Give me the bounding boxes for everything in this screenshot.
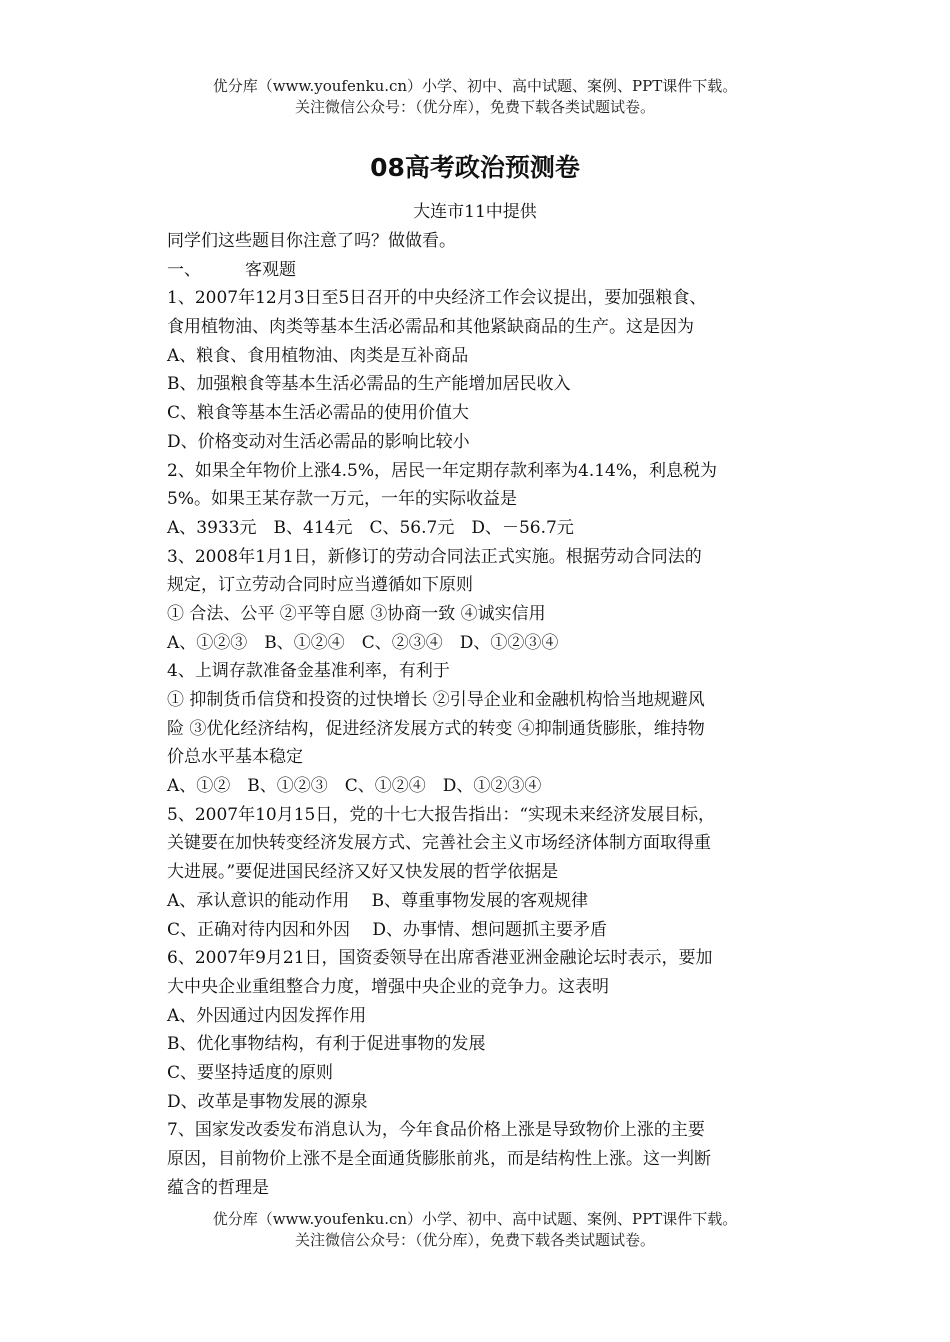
text-line: 6、2007年9月21日，国资委领导在出席香港亚洲金融论坛时表示，要加 — [167, 948, 713, 969]
text-line: 价总水平基本稳定 — [167, 747, 303, 768]
text-line: D、价格变动对生活必需品的影响比较小 — [167, 431, 470, 452]
section-heading — [167, 256, 792, 285]
header-banner-line: 优分库（www.youfenku.cn）小学、初中、高中试题、案例、PPT课件下载。 — [212, 77, 738, 95]
text-line: C、正确对待内因和外因 D、办事情、想问题抓主要矛盾 — [167, 919, 608, 940]
text-line: 4、上调存款准备金基准利率，有利于 — [167, 661, 450, 682]
document-body — [167, 227, 792, 1202]
footer-banner — [0, 1209, 950, 1251]
page-subtitle: 大连市11中提供 — [413, 202, 537, 222]
text-line: 规定，订立劳动合同时应当遵循如下原则 — [167, 575, 473, 596]
text-line: A、承认意识的能动作用 B、尊重事物发展的客观规律 — [167, 890, 589, 911]
text-line: 蕴含的哲理是 — [167, 1177, 269, 1198]
text-line: A、外因通过内因发挥作用 — [167, 1005, 367, 1026]
section-number: 一、 — [167, 259, 201, 280]
footer-banner-line: 优分库（www.youfenku.cn）小学、初中、高中试题、案例、PPT课件下载。 — [212, 1210, 738, 1228]
text-line: B、优化事物结构，有利于促进事物的发展 — [167, 1034, 486, 1055]
section-name: 客观题 — [245, 259, 296, 280]
text-line: 3、2008年1月1日，新修订的劳动合同法正式实施。根据劳动合同法的 — [167, 546, 702, 567]
header-banner — [0, 76, 950, 118]
text-line: C、粮食等基本生活必需品的使用价值大 — [167, 403, 470, 424]
text-line: C、要坚持适度的原则 — [167, 1062, 334, 1083]
question-list — [167, 284, 792, 1202]
text-line: 7、国家发改委发布消息认为，今年食品价格上涨是导致物价上涨的主要 — [167, 1120, 705, 1141]
text-line: A、粮食、食用植物油、肉类是互补商品 — [167, 345, 469, 366]
text-line: 原因，目前物价上涨不是全面通货膨胀前兆，而是结构性上涨。这一判断 — [167, 1149, 711, 1169]
text-line: 2、如果全年物价上涨4.5%，居民一年定期存款利率为4.14%，利息税为 — [167, 460, 718, 481]
header-banner-line: 关注微信公众号：（优分库），免费下载各类试题试卷。 — [294, 98, 655, 116]
text-line: 食用植物油、肉类等基本生活必需品和其他紧缺商品的生产。这是因为 — [167, 317, 694, 338]
text-line: B、加强粮食等基本生活必需品的生产能增加居民收入 — [167, 374, 571, 395]
text-line: 大中央企业重组整合力度，增强中央企业的竞争力。这表明 — [167, 976, 609, 997]
text-line: ① 抑制货币信贷和投资的过快增长 ②引导企业和金融机构恰当地规避风 — [167, 690, 705, 710]
text-line: 5、2007年10月15日，党的十七大报告指出：“实现未来经济发展目标， — [167, 804, 716, 825]
text-line: 关键要在加快转变经济发展方式、完善社会主义市场经济体制方面取得重 — [167, 833, 711, 854]
text-line: A、①②③ B、①②④ C、②③④ D、①②③④ — [167, 632, 559, 653]
intro-text: 同学们这些题目你注意了吗？做做看。 — [167, 231, 456, 251]
page-title: 08高考政治预测卷 — [370, 153, 580, 182]
text-line: 5%。如果王某存款一万元，一年的实际收益是 — [167, 489, 517, 510]
text-line: A、①② B、①②③ C、①②④ D、①②③④ — [167, 776, 542, 797]
text-line: 大进展。”要促进国民经济又好又快发展的哲学依据是 — [167, 862, 559, 883]
text-line: A、3933元 B、414元 C、56.7元 D、－56.7元 — [167, 517, 574, 538]
text-line: D、改革是事物发展的源泉 — [167, 1091, 368, 1112]
text-line: ① 合法、公平 ②平等自愿 ③协商一致 ④诚实信用 — [167, 603, 546, 624]
text-line: 险 ③优化经济结构，促进经济发展方式的转变 ④抑制通货膨胀，维持物 — [167, 718, 705, 739]
text-line: 1、2007年12月3日至5日召开的中央经济工作会议提出，要加强粮食、 — [167, 288, 707, 309]
footer-banner-line: 关注微信公众号：（优分库），免费下载各类试题试卷。 — [294, 1231, 655, 1249]
